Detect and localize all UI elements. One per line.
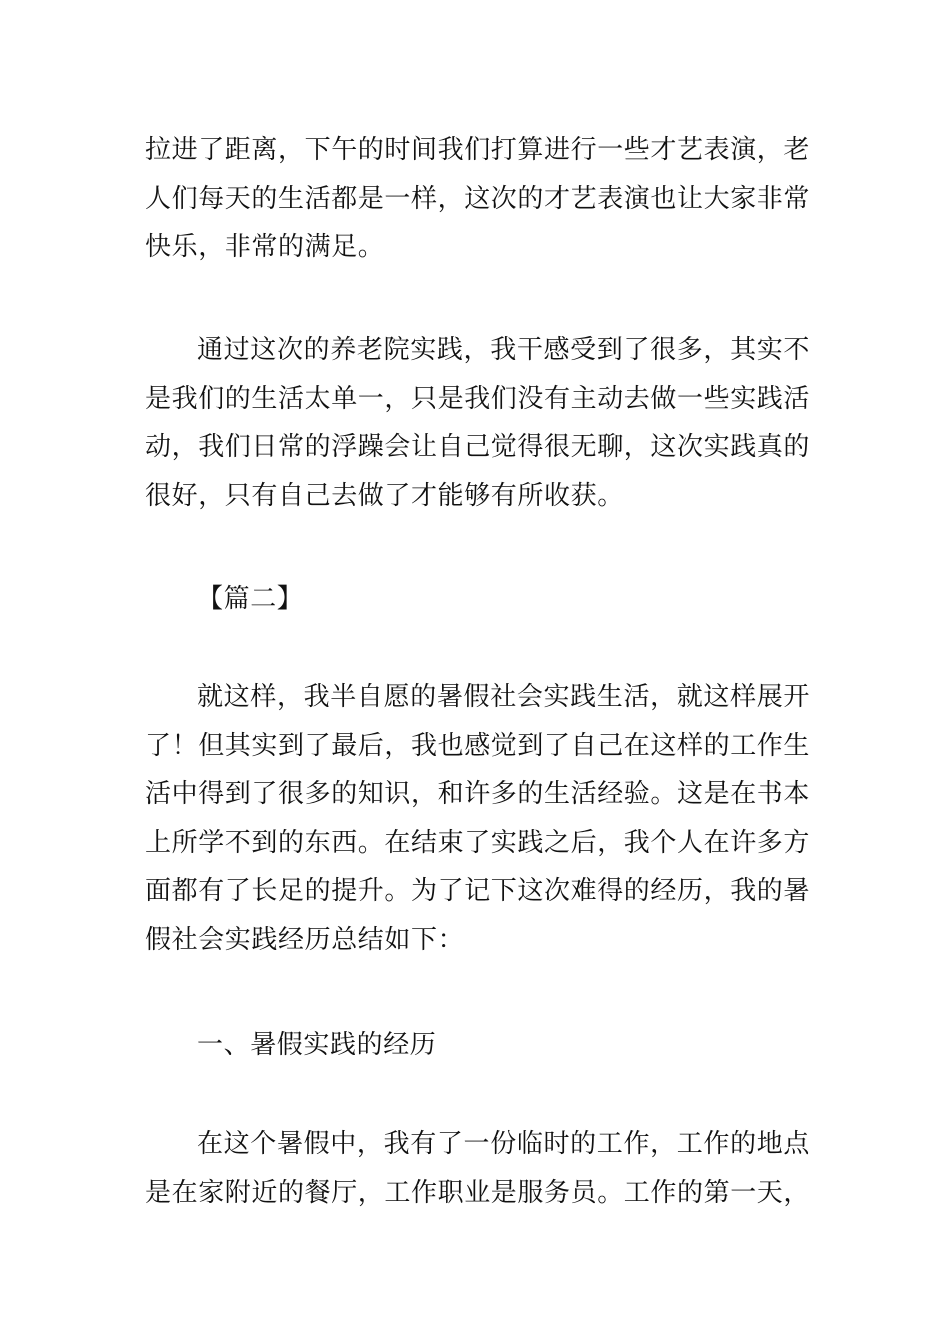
paragraph-continued: 拉进了距离，下午的时间我们打算进行一些才艺表演，老人们每天的生活都是一样，这次的才艺表演也让大家非常快乐，非常的满足。 [145, 135, 811, 262]
section-heading: 一、暑假实践的经历 [197, 1030, 437, 1060]
part-heading: 【篇二】 [197, 584, 304, 614]
paragraph-intro: 就这样，我半自愿的暑假社会实践生活，就这样展开了！但其实到了最后，我也感觉到了自己在这样的工作生活中得到了很多的知识，和许多的生活经验。这是在书本上所学不到的东西。在结束了实践之后，我个人在许多方面都有了长足的提升。为了记下这次难得的经历，我的暑假社会实践经历总结如下： [145, 682, 811, 955]
paragraph-experience: 在这个暑假中，我有了一份临时的工作，工作的地点是在家附近的餐厅，工作职业是服务员。工作的第一天， [145, 1129, 811, 1208]
paragraph-reflection: 通过这次的养老院实践，我干感受到了很多，其实不是我们的生活太单一，只是我们没有主动去做一些实践活动，我们日常的浮躁会让自己觉得很无聊，这次实践真的很好，只有自己去做了才能够有所收获。 [145, 335, 811, 511]
